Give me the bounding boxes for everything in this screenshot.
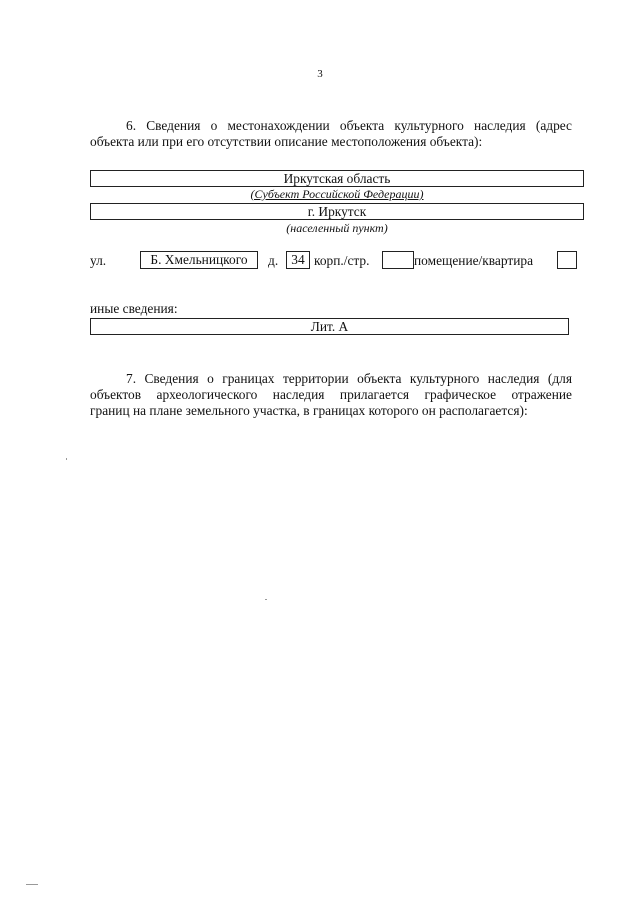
- building-field: [382, 251, 414, 269]
- apartment-field: [557, 251, 577, 269]
- section-7-line-3: границ на плане земельного участка, в границах которого он располагается):: [90, 403, 528, 418]
- house-label: д.: [268, 253, 279, 268]
- section-7-line-2: объектов археологического наследия прилагается графическое отражение: [90, 387, 572, 402]
- section-7-line-1: 7. Сведения о границах территории объекта культурного наследия (для: [126, 371, 572, 386]
- scan-speck: [26, 884, 38, 885]
- page-number: 3: [317, 68, 323, 80]
- house-field: 34: [286, 251, 310, 269]
- locality-field: г. Иркутск: [90, 203, 584, 220]
- scan-speck: [265, 599, 267, 600]
- section-7-heading: [90, 371, 572, 419]
- apartment-label: помещение/квартира: [414, 253, 534, 268]
- region-field: Иркутская область: [90, 170, 584, 187]
- section-6-line-1: 6. Сведения о местонахождении объекта культурного наследия (адрес: [126, 118, 572, 133]
- street-field: Б. Хмельницкого: [140, 251, 258, 269]
- other-info-field: Лит. А: [90, 318, 569, 335]
- section-6-heading: [90, 118, 572, 150]
- section-6-line-2: объекта или при его отсутствии описание местоположения объекта):: [90, 134, 483, 149]
- scan-speck: [66, 458, 67, 460]
- street-label: ул.: [90, 253, 107, 268]
- locality-caption: (населенный пункт): [286, 221, 388, 235]
- other-info-label: иные сведения:: [90, 301, 178, 316]
- region-caption: (Субъект Российской Федерации): [250, 187, 424, 201]
- building-label: корп./стр.: [314, 253, 370, 268]
